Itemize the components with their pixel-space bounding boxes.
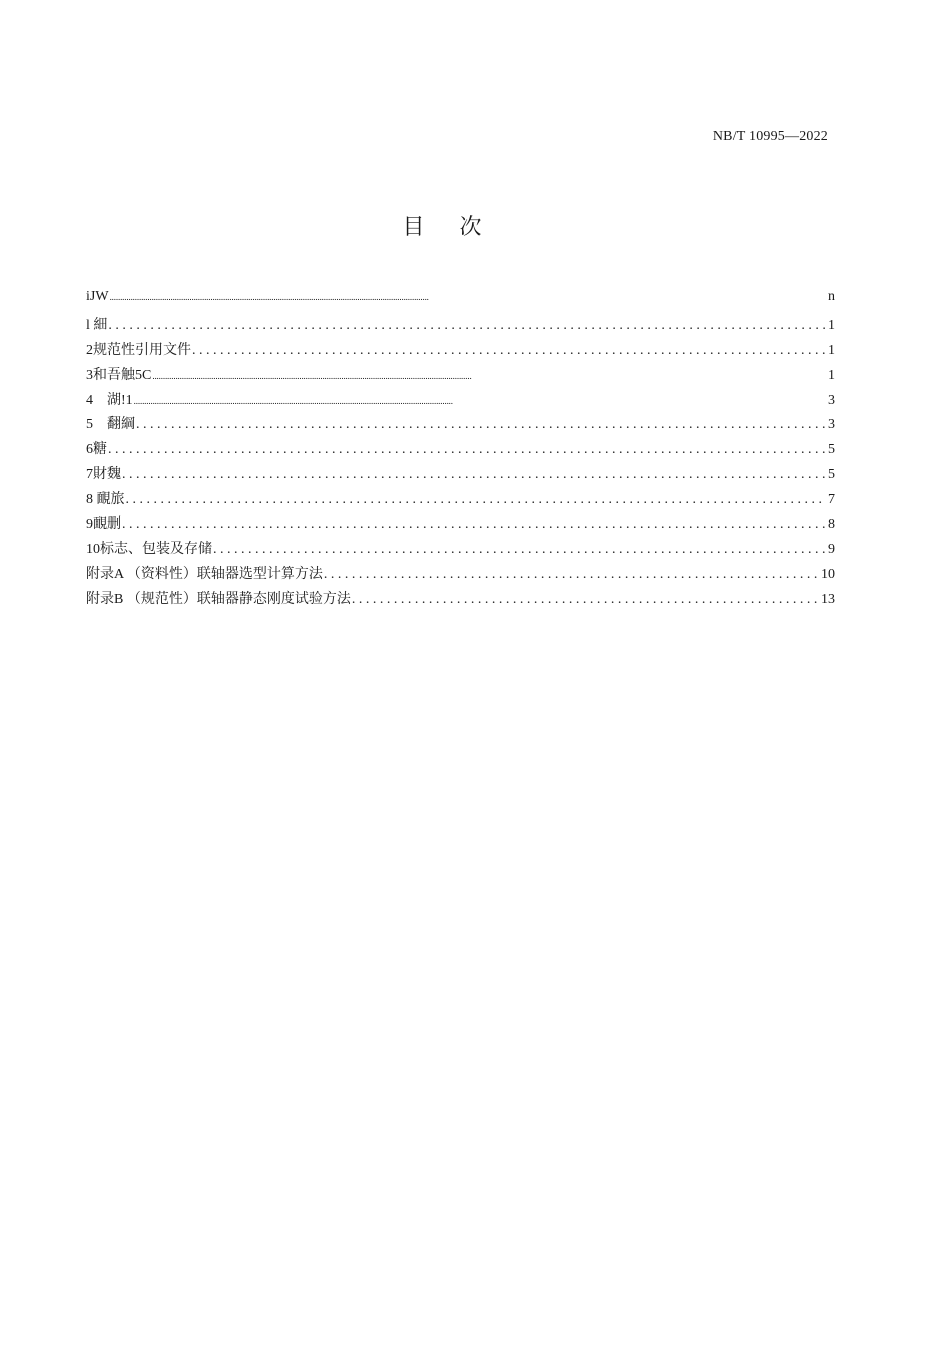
toc-leader-dots: [192, 343, 826, 359]
toc-entry-label: 7財魏: [86, 467, 121, 483]
toc-entry-page: n: [828, 289, 835, 304]
toc-entry-page: 13: [821, 591, 835, 607]
toc-entry-page: 1: [828, 317, 835, 333]
toc-leader-dots: [126, 492, 827, 508]
page-title: 目 次: [402, 215, 496, 240]
toc-entry[interactable]: [86, 438, 835, 463]
toc-leader-dots: [122, 467, 826, 483]
toc-entry-label: 4 湖!1: [86, 392, 133, 408]
toc-leader-dots: [108, 318, 826, 334]
toc-leader-dots: [352, 592, 819, 608]
toc-entry-label: iJW: [86, 289, 109, 304]
toc-entry-page: 3: [828, 392, 835, 408]
toc-leader-dots: [110, 292, 826, 302]
standard-code: NB/T 10995—2022: [712, 129, 828, 144]
toc-entry-page: 3: [828, 417, 835, 433]
toc-entry[interactable]: [86, 289, 835, 314]
toc-entry-page: 5: [828, 442, 835, 458]
toc-entry-label: 9靦删: [86, 517, 121, 533]
toc-entry-page: 1: [828, 367, 835, 383]
toc-entry[interactable]: [86, 314, 835, 339]
toc-entry-page: 7: [828, 492, 835, 508]
toc-entry[interactable]: [86, 513, 835, 538]
toc-leader-dots: [324, 567, 819, 583]
toc-entry[interactable]: [86, 339, 835, 364]
toc-leader-dots: [122, 517, 826, 533]
toc-entry[interactable]: [86, 563, 835, 588]
toc-entry-page: 1: [828, 342, 835, 358]
toc-entry[interactable]: [86, 413, 835, 438]
toc-leader-dots: [152, 371, 826, 381]
toc-entry-label: 3和吾触5C: [86, 367, 152, 383]
table-of-contents: [86, 289, 835, 613]
toc-leader-dots: [134, 396, 826, 406]
toc-entry-label: l 細: [86, 317, 108, 333]
toc-entry-label: 8 靦旅: [86, 492, 125, 508]
toc-entry[interactable]: [86, 389, 835, 414]
toc-entry-page: 9: [828, 541, 835, 557]
toc-entry-page: 8: [828, 517, 835, 533]
toc-entry[interactable]: [86, 488, 835, 513]
toc-entry-label: 6糖: [86, 442, 107, 458]
toc-entry-label: 附录B （规范性）联轴器静态刚度试验方法: [86, 591, 351, 607]
toc-entry-label: 10标志、包装及存储: [86, 541, 212, 557]
toc-entry[interactable]: [86, 538, 835, 563]
toc-entry[interactable]: [86, 588, 835, 613]
toc-entry-page: 10: [821, 566, 835, 582]
toc-leader-dots: [136, 417, 826, 433]
toc-entry-label: 附录A （资料性）联轴器选型计算方法: [86, 566, 323, 582]
toc-entry-label: 2规范性引用文件: [86, 342, 191, 358]
toc-entry-label: 5 翻綱: [86, 417, 135, 433]
toc-entry-page: 5: [828, 467, 835, 483]
toc-entry[interactable]: [86, 364, 835, 389]
toc-entry[interactable]: [86, 463, 835, 488]
toc-leader-dots: [213, 542, 826, 558]
toc-leader-dots: [108, 442, 826, 458]
